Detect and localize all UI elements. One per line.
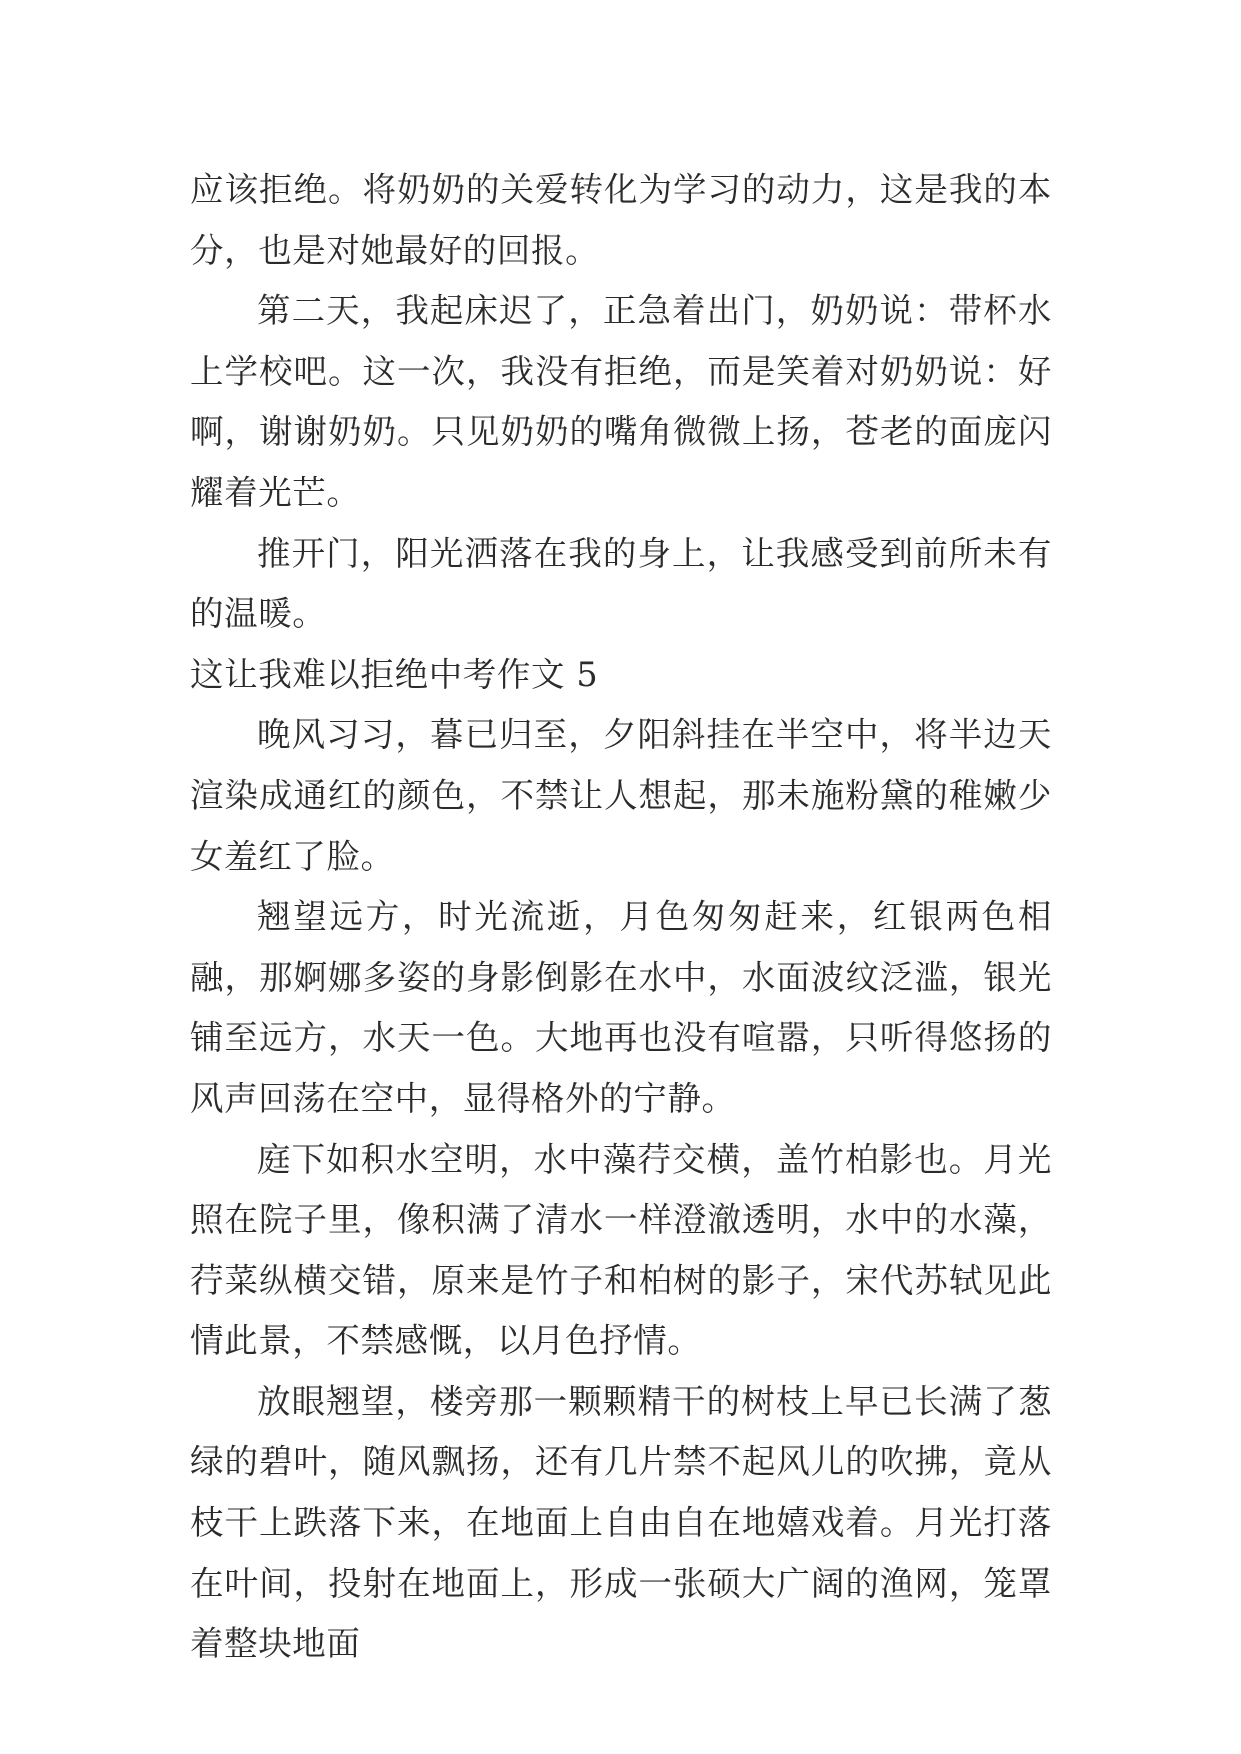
section-paragraph-2: 翘望远方，时光流逝，月色匆匆赶来，红银两色相融，那婀娜多姿的身影倒影在水中，水面波纹泛滥，银光铺至远方，水天一色。大地再也没有喧嚣，只听得悠扬的风声回荡在空中，显得格外的宁静。	[190, 897, 1052, 1118]
paragraph-2: 第二天，我起床迟了，正急着出门，奶奶说：带杯水上学校吧。这一次，我没有拒绝，而是笑着对奶奶说：好啊，谢谢奶奶。只见奶奶的嘴角微微上扬，苍老的面庞闪耀着光芒。	[190, 291, 1052, 512]
section-title: 这让我难以拒绝中考作文 5	[190, 654, 599, 694]
section-paragraph-4: 放眼翘望，楼旁那一颗颗精干的树枝上早已长满了葱绿的碧叶，随风飘扬，还有几片禁不起风儿的吹拂，竟从枝干上跌落下来，在地面上自由自在地嬉戏着。月光打落在叶间，投射在地面上，形成一张硕大广阔的渔网，笼罩着整块地面	[190, 1381, 1052, 1664]
section-paragraph-3: 庭下如积水空明，水中藻荇交横，盖竹柏影也。月光照在院子里，像积满了清水一样澄澈透明，水中的水藻，荇菜纵横交错，原来是竹子和柏树的影子，宋代苏轼见此情此景，不禁感慨，以月色抒情。	[190, 1139, 1052, 1361]
document-body	[190, 160, 1052, 1675]
paragraph-1: 应该拒绝。将奶奶的关爱转化为学习的动力，这是我的本分，也是对她最好的回报。	[190, 170, 1052, 270]
paragraph-3: 推开门，阳光洒落在我的身上，让我感受到前所未有的温暖。	[190, 533, 1052, 634]
section-paragraph-1: 晚风习习，暮已归至，夕阳斜挂在半空中，将半边天渲染成通红的颜色，不禁让人想起，那未施粉黛的稚嫩少女羞红了脸。	[190, 715, 1052, 876]
